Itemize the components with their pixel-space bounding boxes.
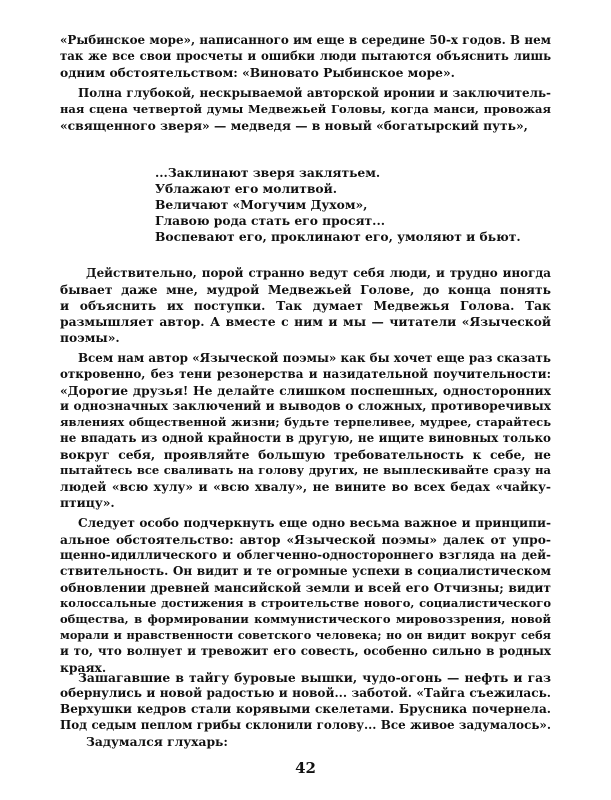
text-line: краях. [60,660,107,675]
text-line: альное обстоятельство: автор «Языческой поэмы» далек от упро- [60,532,551,547]
text-line: «Рыбинское море», написанного им еще в середине 50-х годов. В нем [60,33,551,47]
text-line: Задумался глухарь: [86,734,228,749]
verse-line: Ублажают его молитвой. [155,181,337,196]
text-line: откровенно, без тени резонерства и назидательной поучительности: [60,367,551,381]
text-line: бывает даже мне, мудрой Медвежьей Голове, до конца понять [60,282,551,297]
text-line: колоссальные достижения в строительстве нового, социалистического [60,596,551,610]
text-line: обернулись и новой радостью и новой... заботой. «Тайга съежилась. [60,686,551,700]
text-line: «Дорогие друзья! Не делайте слишком поспешных, односторонних [60,383,551,398]
text-line: и то, что волнует и тревожит его совесть, особенно сильно в родных [60,644,551,658]
text-line: и объяснить их поступки. Так думает Медвежья Голова. Так [60,298,551,313]
text-line: Полна глубокой, нескрываемой авторской иронии и заключитель- [78,86,551,100]
text-line: размышляет автор. А вместе с ним и мы — читатели «Языческой [60,314,551,329]
text-line: Зашагавшие в тайгу буровые вышки, чудо-огонь — нефть и газ [78,670,551,685]
text-line: ная сцена четвертой думы Медвежьей Головы, когда манси, провожая [60,102,551,116]
verse-line: Величают «Могучим Духом», [155,197,368,212]
text-line: щенно-идиллического и облегченно-одностороннего взгляда на дей- [60,548,551,562]
text-line: одним обстоятельством: «Виновато Рыбинское море». [60,65,455,80]
text-line: обновлении древней мансийской земли и всей его Отчизны; видит [60,580,551,595]
text-line: вокруг себя, проявляйте большую требовательность к себе, не [60,447,551,462]
text-line: не впадать из одной крайности в другую, не ищите виновных только [60,431,551,445]
text-line: птицу». [60,495,115,510]
text-line: Под седым пеплом грибы склонили голову... Все живое задумалось». [60,718,551,732]
text-line: общества, в формировании коммунистического мировоззрения, новой [60,612,551,626]
verse-line: ...Заклинают зверя заклятьем. [155,165,381,180]
text-line: и однозначных заключений и выводов о сложных, противоречивых [60,399,551,413]
text-line: поэмы». [60,330,120,345]
text-line: людей «всю хулу» и «всю хвалу», не вините во всех бедах «чайку- [60,479,551,494]
page-number: 42 [295,759,316,777]
text-line: так же все свои просчеты и ошибки люди пытаются объяснить лишь [60,49,551,63]
text-line: Действительно, порой странно ведут себя люди, и трудно иногда [86,266,551,280]
text-line: Верхушки кедров стали корявыми скелетами. Брусника почернела. [60,702,551,716]
text-line: морали и нравственности советского человека; но он видит вокруг себя [60,628,551,642]
text-line: Всем нам автор «Языческой поэмы» как бы хочет еще раз сказать [78,351,551,365]
text-line: «священного зверя» — медведя — в новый «богатырский путь», [60,118,528,133]
verse-line: Главою рода стать его просят... [155,213,386,228]
text-line: Следует особо подчеркнуть еще одно весьма важное и принципи- [78,516,551,530]
text-line: явлениях общественной жизни; будьте терпеливее, мудрее, старайтесь [60,415,551,429]
text-line: ствительность. Он видит и те огромные успехи в социалистическом [60,564,551,578]
text-line: пытайтесь все сваливать на голову других, не выплескивайте сразу на [60,463,551,477]
verse-line: Воспевают его, проклинают его, умоляют и бьют. [155,229,521,244]
